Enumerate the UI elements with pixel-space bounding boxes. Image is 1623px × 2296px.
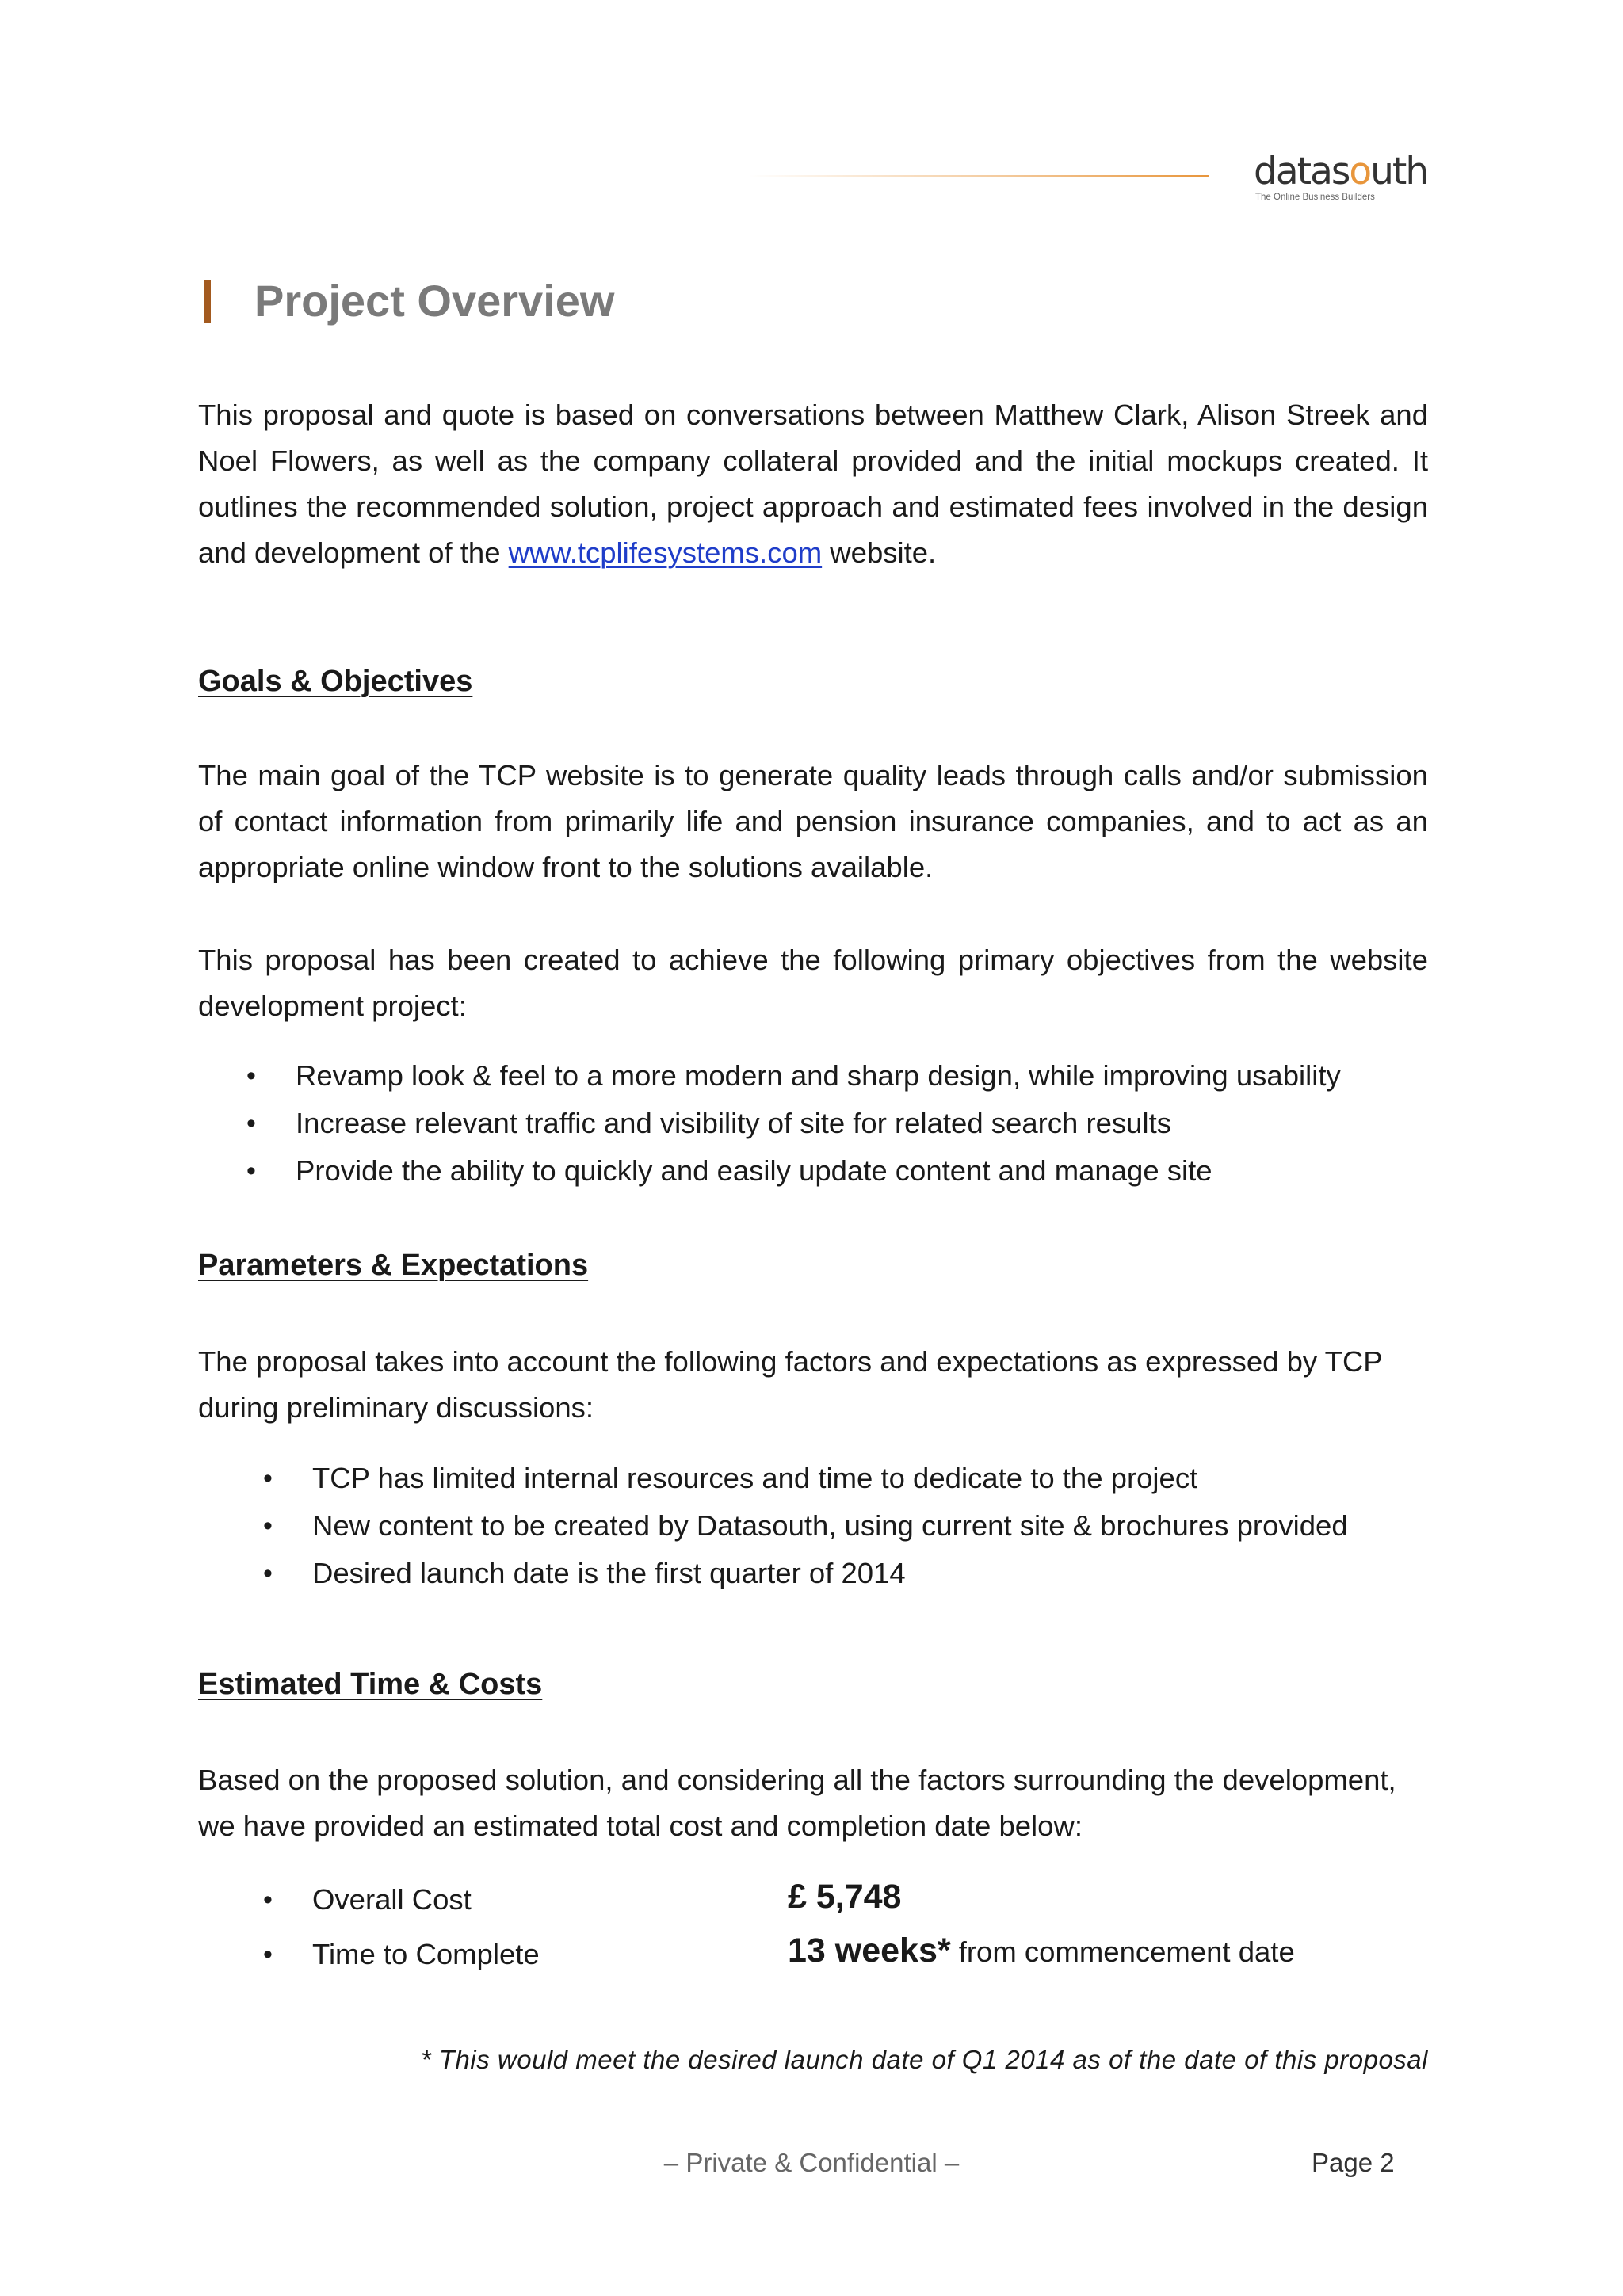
goals-paragraph-2: This proposal has been created to achieve the following primary objectives from the website development project: — [198, 944, 1428, 1022]
bullet-icon: • — [263, 1885, 273, 1915]
estimate-paragraph: Based on the proposed solution, and considering all the factors surrounding the development, we have provided an estimated total cost and completion date below: — [198, 1764, 1396, 1842]
bullet-icon: • — [246, 1061, 256, 1091]
estimate-value-time: 13 weeks* from commencement date — [788, 1932, 1295, 1970]
list-item: Provide the ability to quickly and easily update content and manage site — [296, 1154, 1212, 1187]
list-item: Increase relevant traffic and visibility of site for related search results — [296, 1107, 1171, 1139]
page-title: Project Overview — [254, 276, 615, 326]
bullet-icon: • — [246, 1156, 256, 1186]
footnote: * This would meet the desired launch date of Q1 2014 as of the date of this proposal — [420, 2045, 1428, 2074]
list-item: New content to be created by Datasouth, using current site & brochures provided — [312, 1509, 1348, 1542]
bullet-icon: • — [263, 1463, 273, 1493]
estimate-heading: Estimated Time & Costs — [198, 1668, 543, 1701]
title-accent-bar — [204, 280, 211, 323]
estimate-label-cost: Overall Cost — [312, 1883, 472, 1916]
parameters-paragraph: The proposal takes into account the following factors and expectations as expressed by TCP during preliminary discussions: — [198, 1345, 1382, 1424]
bullet-icon: • — [246, 1108, 256, 1138]
header-rule — [749, 175, 1209, 177]
logo-tagline: The Online Business Builders — [1255, 193, 1375, 202]
bullet-icon: • — [263, 1939, 273, 1970]
estimate-value-cost: £ 5,748 — [788, 1878, 902, 1916]
goals-paragraph-1: The main goal of the TCP website is to generate quality leads through calls and/or submission of contact information from primarily life and pension insurance companies, and to act as an appropriate online window front to the solutions available. — [198, 759, 1428, 883]
bullet-icon: • — [263, 1558, 273, 1589]
list-item: TCP has limited internal resources and time to dedicate to the project — [312, 1462, 1198, 1494]
bullet-icon: • — [263, 1511, 273, 1541]
list-item: Desired launch date is the first quarter of 2014 — [312, 1557, 906, 1589]
confidential-footer: – Private & Confidential – — [663, 2148, 960, 2177]
parameters-heading: Parameters & Expectations — [198, 1249, 589, 1282]
estimate-label-time: Time to Complete — [312, 1938, 540, 1970]
page-number: Page 2 — [1312, 2148, 1395, 2177]
datasouth-logo — [1254, 150, 1428, 208]
logo-wordmark: datasouth — [1254, 150, 1428, 193]
intro-paragraph: This proposal and quote is based on conversations between Matthew Clark, Alison Streek and Noel Flowers, as well as the company collateral provided and the initial mockups created. It outlines the recommended solution, project approach and estimated fees involved in the design and development of the www.tcplifesystems.com website. — [198, 399, 1428, 569]
list-item: Revamp look & feel to a more modern and sharp design, while improving usability — [296, 1059, 1341, 1092]
goals-heading: Goals & Objectives — [198, 665, 473, 698]
website-link[interactable]: www.tcplifesystems.com — [508, 536, 823, 569]
